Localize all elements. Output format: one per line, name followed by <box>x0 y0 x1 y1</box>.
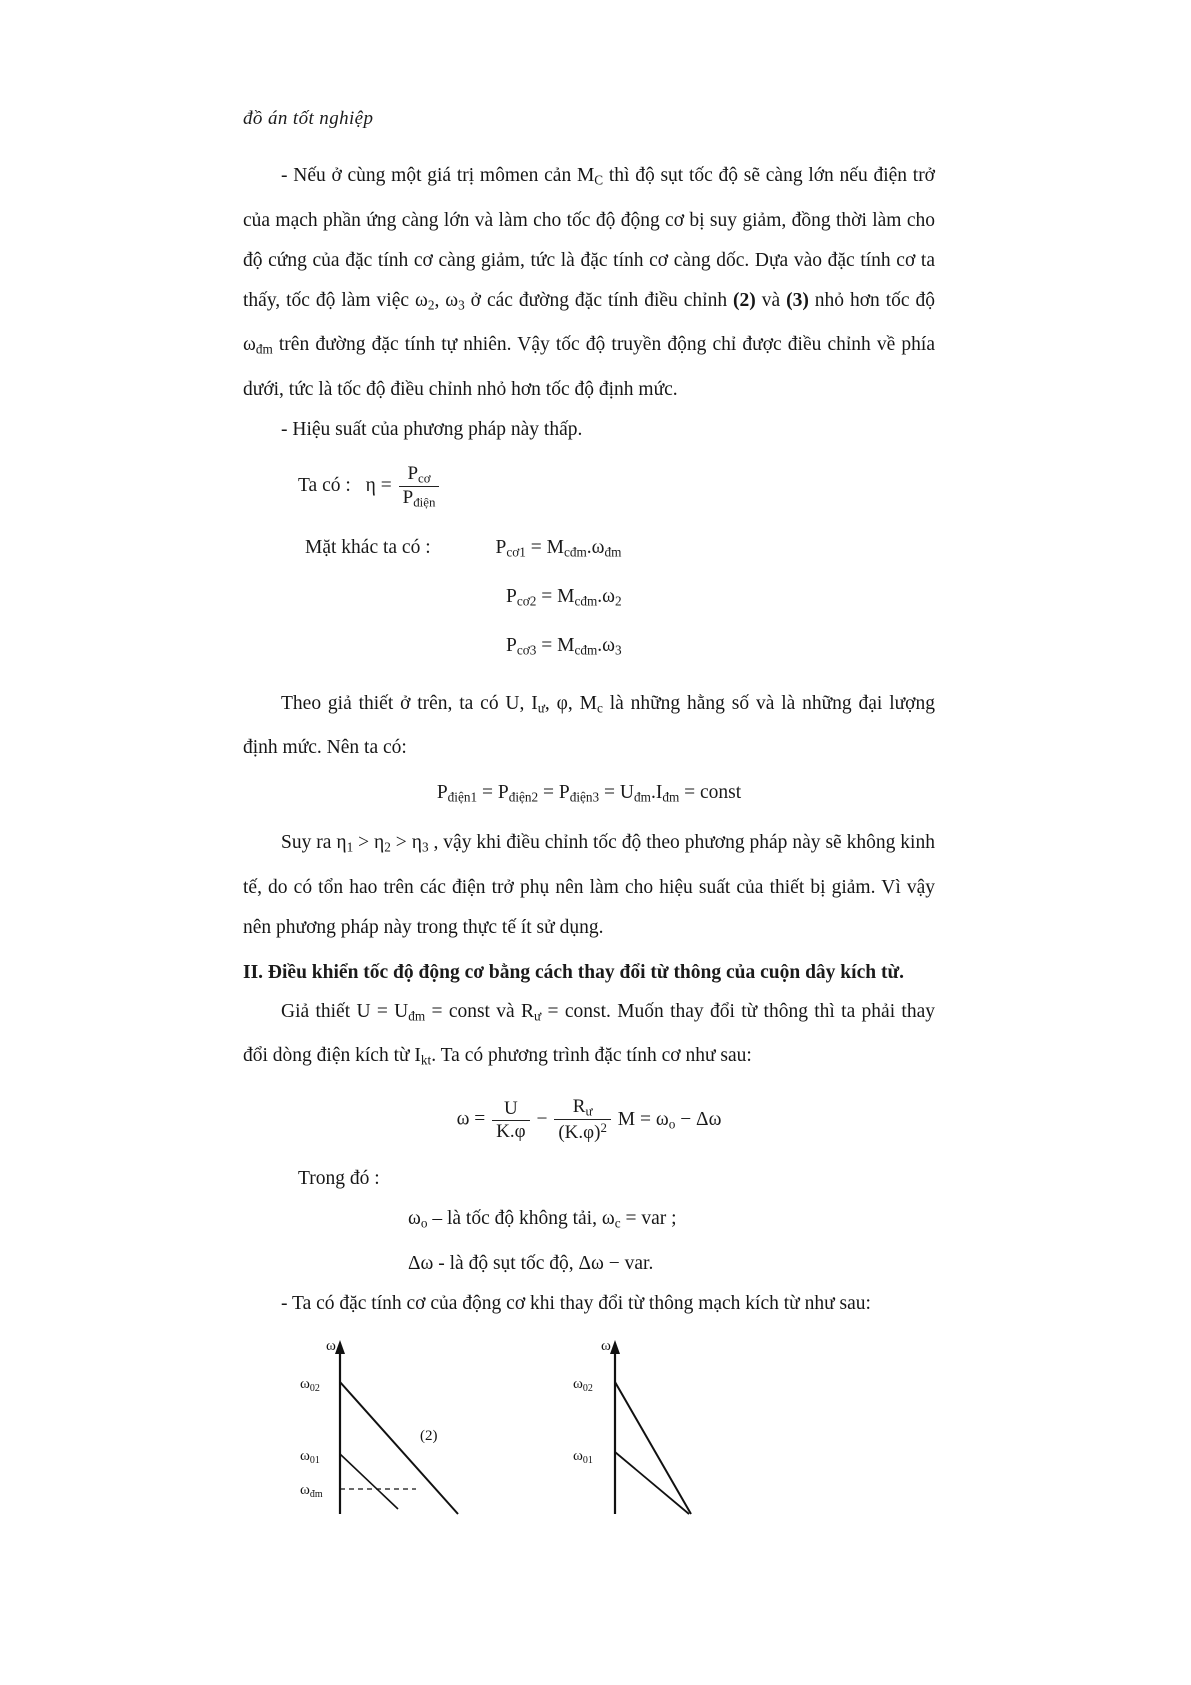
y-axis-label: ω <box>601 1337 611 1354</box>
equation-group-power <box>305 531 935 570</box>
paragraph-1: - Nếu ở cùng một giá trị mômen cản $M_C$ thì độ sụt tốc độ sẽ càng lớn nếu điện trở của mạch phần ứng càng lớn và làm cho tốc độ động cơ bị suy giảm, đồng thời làm cho độ cứng của đặc tính cơ càng giảm, tức là đặc tính cơ càng dốc. Dựa vào đặc tính cơ ta thấy, tốc độ làm việc $\omega_2$, $\omega_3$ ở các đường đặc tính điều chỉnh (2) và (3) nhỏ hơn tốc độ $\omega_{đm}$ trên đường đặc tính tự nhiên. Vậy tốc độ truyền động chỉ được điều chỉnh về phía dưới, tức là tốc độ điều chỉnh nhỏ hơn tốc độ định mức. <box>243 165 936 401</box>
equation-omega-lhs: ω = <box>456 1108 486 1130</box>
paragraph-8: Trong đó : <box>298 1168 380 1189</box>
equation-efficiency-label: Ta có : <box>298 475 351 497</box>
fraction-r-numerator: $R_ư$ <box>554 1097 611 1120</box>
equation-pco3: $P_{cơ3} = M_{cđm}.\omega_3$ <box>506 634 622 658</box>
curve-label-2: (2) <box>420 1427 438 1444</box>
tick-label-omega01: $\omega_{01}$ <box>300 1447 320 1466</box>
equation-pco1: $P_{cơ1} = M_{cđm}.\omega_{đm}$ <box>495 537 622 561</box>
section-heading-2: II. Điều khiển tốc độ động cơ bằng cách thay đổi từ thông của cuộn dây kích từ. <box>243 961 905 983</box>
charts-container <box>243 1334 935 1534</box>
equation-efficiency <box>298 464 935 509</box>
denominator-subscript: điện <box>413 494 436 510</box>
paragraph-9: $\omega_o$ – là tốc độ không tải, $\omega_c$ = var ; <box>408 1208 677 1231</box>
curve-2 <box>615 1452 689 1514</box>
fraction-u-kphi <box>492 1099 529 1142</box>
equation-omega-minus: − <box>536 1108 548 1130</box>
chart-left <box>298 1334 528 1534</box>
equation-pdien: $P_{điện1} = P_{điện2} = P_{điện3} = U_{đm}.I_{đm}$ = const <box>436 782 742 805</box>
fraction-r-kphi2 <box>554 1097 611 1143</box>
y-axis-arrow <box>610 1340 620 1354</box>
chart-right <box>573 1334 803 1534</box>
tick-label-omega01: $\omega_{01}$ <box>573 1447 593 1466</box>
y-axis-arrow <box>335 1340 345 1354</box>
curve-1 <box>615 1382 691 1514</box>
chart-right-svg <box>573 1334 803 1529</box>
equation-efficiency-eta: η = <box>365 475 392 497</box>
fraction-efficiency <box>399 464 440 509</box>
curve-1 <box>340 1454 398 1509</box>
paragraph-5: Theo giả thiết ở trên, ta có U, $I_ư$, φ, $M_c$ là những hằng số và là những đại lượng định mức. Nên ta có: <box>243 692 935 759</box>
y-axis-label: ω <box>326 1337 336 1354</box>
paragraph-2: - Hiệu suất của phương pháp này thấp. <box>281 419 583 441</box>
equation-omega <box>243 1097 935 1143</box>
tick-label-omega02: $\omega_{02}$ <box>300 1375 320 1394</box>
fraction-denominator: $P_{điện}$ <box>402 487 436 510</box>
paragraph-10: Δω - là độ sụt tốc độ, Δω − var. <box>408 1252 654 1274</box>
numerator-subscript: cơ <box>418 470 431 486</box>
paragraph-6: Suy ra $\eta_1 > \eta_2 > \eta_3$ , vậy khi điều chỉnh tốc độ theo phương pháp này sẽ không kinh tế, do có tổn hao trên các điện trở phụ nên làm cho hiệu suất của thiết bị giảm. Vì vậy nên phương pháp này trong thực tế ít sử dụng. <box>243 831 935 938</box>
page-content <box>243 108 935 1534</box>
equation-omega-tail: $M = \omega_o - \Delta\omega$ <box>617 1108 722 1132</box>
equation-pco2: $P_{cơ2} = M_{cđm}.\omega_2$ <box>506 586 622 609</box>
fraction-u-denominator: K.φ <box>496 1120 526 1142</box>
page-header-title: đồ án tốt nghiệp <box>243 108 374 129</box>
curve-2 <box>340 1382 458 1514</box>
tick-label-omega02: $\omega_{02}$ <box>573 1375 593 1394</box>
equation-power-label: Mặt khác ta có : <box>305 537 431 559</box>
tick-label-omegadm: $\omega_{đm}$ <box>300 1481 323 1500</box>
paragraph-7: Giả thiết $U = U_{đm}$ = const và $R_ư$ = const. Muốn thay đổi từ thông thì ta phải thay đổi dòng điện kích từ $I_{kt}$. Ta có phương trình đặc tính cơ như sau: <box>243 1000 936 1069</box>
paragraph-11: - Ta có đặc tính cơ của động cơ khi thay đổi từ thông mạch kích từ như sau: <box>281 1292 871 1314</box>
fraction-numerator: $P_{cơ}$ <box>399 464 440 487</box>
fraction-r-denominator: $(K.\varphi)^2$ <box>558 1120 607 1144</box>
chart-left-svg <box>298 1334 528 1529</box>
fraction-u-numerator: U <box>492 1099 529 1121</box>
